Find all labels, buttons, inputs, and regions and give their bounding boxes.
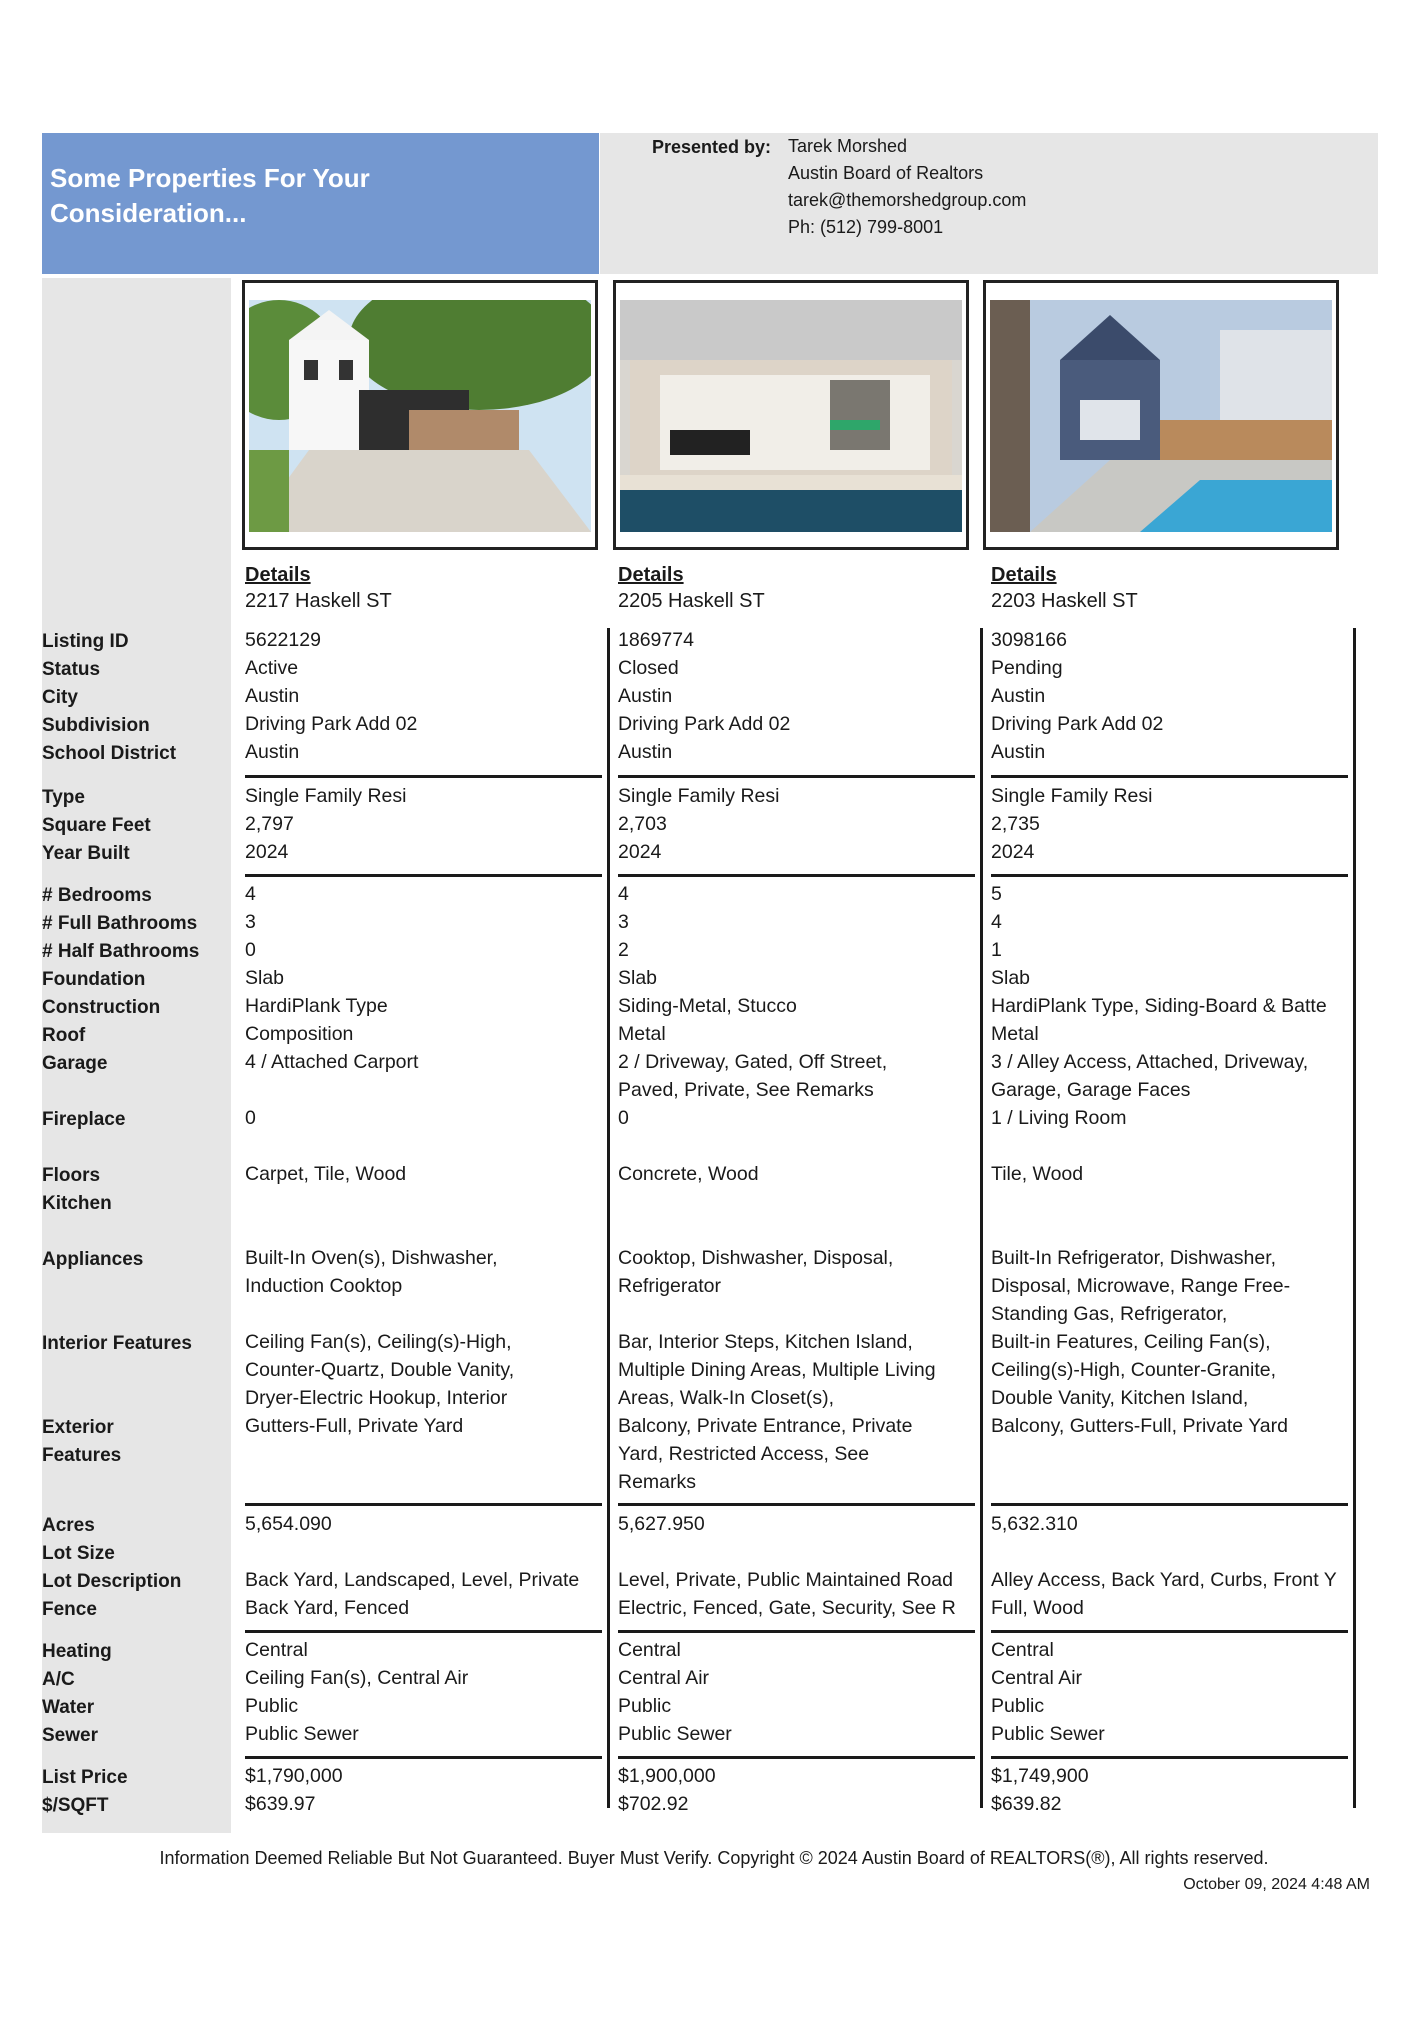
agent-phone: Ph: (512) 799-8001 bbox=[788, 217, 944, 237]
garage-value: 3 / Alley Access, Attached, Driveway, Garage, Garage Faces bbox=[991, 1051, 1309, 1101]
construction-value: HardiPlank Type bbox=[245, 995, 388, 1017]
fence-value: Electric, Fenced, Gate, Security, See R bbox=[618, 1597, 956, 1619]
label-exterior: Exterior bbox=[42, 1417, 114, 1438]
page-title: Some Properties For Your Consideration... bbox=[50, 163, 370, 228]
lot-description-value: Level, Private, Public Maintained Road bbox=[618, 1569, 953, 1591]
price-sqft-value: $639.82 bbox=[991, 1793, 1062, 1815]
presented-by-label: Presented by: bbox=[652, 137, 772, 157]
foundation-value: Slab bbox=[991, 967, 1031, 989]
heating-value: Central bbox=[618, 1639, 681, 1661]
property-photo-3 bbox=[983, 280, 1339, 550]
property-address: 2205 Haskell ST bbox=[618, 590, 765, 612]
half-baths-value: 1 bbox=[991, 939, 1002, 961]
subdivision-value: Driving Park Add 02 bbox=[991, 713, 1164, 735]
half-baths-value: 2 bbox=[618, 939, 629, 961]
heating-value: Central bbox=[991, 1639, 1054, 1661]
lot-description-value: Back Yard, Landscaped, Level, Private bbox=[245, 1569, 580, 1591]
acres-value: 5,632.310 bbox=[991, 1513, 1078, 1535]
label-fireplace: Fireplace bbox=[42, 1109, 126, 1130]
construction-value: Siding-Metal, Stucco bbox=[618, 995, 797, 1017]
column-divider bbox=[980, 628, 983, 1808]
exterior-features-value: Gutters-Full, Private Yard bbox=[245, 1415, 464, 1437]
label-foundation: Foundation bbox=[42, 969, 146, 990]
foundation-value: Slab bbox=[618, 967, 658, 989]
label-interior-features: Interior Features bbox=[42, 1333, 192, 1354]
label-acres: Acres bbox=[42, 1515, 95, 1536]
lot-description-value: Alley Access, Back Yard, Curbs, Front Y bbox=[991, 1569, 1337, 1591]
city-value: Austin bbox=[991, 685, 1046, 707]
ac-value: Ceiling Fan(s), Central Air bbox=[245, 1667, 469, 1689]
year-built-value: 2024 bbox=[991, 841, 1035, 863]
heating-value: Central bbox=[245, 1639, 308, 1661]
subdivision-value: Driving Park Add 02 bbox=[245, 713, 418, 735]
col-header-2 bbox=[618, 562, 765, 614]
property-address: 2217 Haskell ST bbox=[245, 590, 392, 612]
list-price-value: $1,790,000 bbox=[245, 1765, 343, 1787]
bedrooms-value: 5 bbox=[991, 883, 1002, 905]
full-baths-value: 3 bbox=[618, 911, 629, 933]
full-baths-value: 4 bbox=[991, 911, 1002, 933]
interior-features-value: Ceiling Fan(s), Ceiling(s)-High, Counter-Quartz, Double Vanity, Dryer-Electric Hookup, Interior bbox=[245, 1331, 515, 1409]
label-type: Type bbox=[42, 787, 85, 808]
label-kitchen: Kitchen bbox=[42, 1193, 112, 1214]
details-link[interactable]: Details bbox=[245, 564, 311, 586]
half-baths-value: 0 bbox=[245, 939, 256, 961]
label-subdivision: Subdivision bbox=[42, 715, 150, 736]
garage-value: 4 / Attached Carport bbox=[245, 1051, 419, 1073]
property-address: 2203 Haskell ST bbox=[991, 590, 1138, 612]
property-photo-2 bbox=[613, 280, 969, 550]
square-feet-value: 2,703 bbox=[618, 813, 667, 835]
column-divider bbox=[607, 628, 610, 1808]
label-half-baths: # Half Bathrooms bbox=[42, 941, 200, 962]
label-roof: Roof bbox=[42, 1025, 86, 1046]
sewer-value: Public Sewer bbox=[991, 1723, 1105, 1745]
garage-value: 2 / Driveway, Gated, Off Street, Paved, Private, See Remarks bbox=[618, 1051, 888, 1101]
roof-value: Metal bbox=[991, 1023, 1039, 1045]
column-divider bbox=[1353, 628, 1356, 1808]
square-feet-value: 2,797 bbox=[245, 813, 294, 835]
roof-value: Metal bbox=[618, 1023, 666, 1045]
label-ac: A/C bbox=[42, 1669, 75, 1690]
label-floors: Floors bbox=[42, 1165, 101, 1186]
price-sqft-value: $639.97 bbox=[245, 1793, 316, 1815]
listing-id-value: 1869774 bbox=[618, 629, 694, 651]
agent-info bbox=[788, 133, 1026, 241]
type-value: Single Family Resi bbox=[991, 785, 1153, 807]
label-bedrooms: # Bedrooms bbox=[42, 885, 152, 906]
agent-email: tarek@themorshedgroup.com bbox=[788, 190, 1027, 210]
agent-org: Austin Board of Realtors bbox=[788, 163, 984, 183]
exterior-features-value: Balcony, Private Entrance, Private Yard, Restricted Access, See Remarks bbox=[618, 1415, 913, 1493]
label-fence: Fence bbox=[42, 1599, 97, 1620]
fireplace-value: 0 bbox=[618, 1107, 629, 1129]
list-price-value: $1,749,900 bbox=[991, 1765, 1089, 1787]
full-baths-value: 3 bbox=[245, 911, 256, 933]
col-header-3 bbox=[991, 562, 1138, 614]
floors-value: Carpet, Tile, Wood bbox=[245, 1163, 407, 1185]
label-status: Status bbox=[42, 659, 101, 680]
bedrooms-value: 4 bbox=[245, 883, 256, 905]
label-year-built: Year Built bbox=[42, 843, 130, 864]
label-full-baths: # Full Bathrooms bbox=[42, 913, 198, 934]
interior-features-value: Bar, Interior Steps, Kitchen Island, Multiple Dining Areas, Multiple Living Areas, Walk-In Closet(s), bbox=[618, 1331, 936, 1409]
roof-value: Composition bbox=[245, 1023, 354, 1045]
label-school-district: School District bbox=[42, 743, 177, 764]
label-lot-size: Lot Size bbox=[42, 1543, 115, 1564]
square-feet-value: 2,735 bbox=[991, 813, 1040, 835]
label-lot-description: Lot Description bbox=[42, 1571, 182, 1592]
label-garage: Garage bbox=[42, 1053, 108, 1074]
school-district-value: Austin bbox=[991, 741, 1046, 763]
water-value: Public bbox=[991, 1695, 1045, 1717]
col-header-1 bbox=[245, 562, 392, 614]
school-district-value: Austin bbox=[245, 741, 300, 763]
details-link[interactable]: Details bbox=[618, 564, 684, 586]
acres-value: 5,654.090 bbox=[245, 1513, 332, 1535]
details-link[interactable]: Details bbox=[991, 564, 1057, 586]
foundation-value: Slab bbox=[245, 967, 285, 989]
timestamp: October 09, 2024 4:48 AM bbox=[1183, 1876, 1370, 1893]
ac-value: Central Air bbox=[618, 1667, 710, 1689]
subdivision-value: Driving Park Add 02 bbox=[618, 713, 791, 735]
status-value: Active bbox=[245, 657, 299, 679]
type-value: Single Family Resi bbox=[245, 785, 407, 807]
agent-name: Tarek Morshed bbox=[788, 136, 908, 156]
ac-value: Central Air bbox=[991, 1667, 1083, 1689]
label-appliances: Appliances bbox=[42, 1249, 144, 1270]
city-value: Austin bbox=[618, 685, 673, 707]
water-value: Public bbox=[245, 1695, 299, 1717]
water-value: Public bbox=[618, 1695, 672, 1717]
fence-value: Back Yard, Fenced bbox=[245, 1597, 410, 1619]
fireplace-value: 0 bbox=[245, 1107, 256, 1129]
floors-value: Concrete, Wood bbox=[618, 1163, 759, 1185]
fence-value: Full, Wood bbox=[991, 1597, 1084, 1619]
listing-id-value: 3098166 bbox=[991, 629, 1067, 651]
header-title-panel bbox=[42, 133, 599, 274]
appliances-value: Built-In Oven(s), Dishwasher, Induction Cooktop bbox=[245, 1247, 498, 1297]
year-built-value: 2024 bbox=[245, 841, 289, 863]
label-heating: Heating bbox=[42, 1641, 112, 1662]
price-sqft-value: $702.92 bbox=[618, 1793, 689, 1815]
exterior-features-value: Balcony, Gutters-Full, Private Yard bbox=[991, 1415, 1288, 1437]
listing-id-value: 5622129 bbox=[245, 629, 321, 651]
label-square-feet: Square Feet bbox=[42, 815, 151, 836]
list-price-value: $1,900,000 bbox=[618, 1765, 716, 1787]
appliances-value: Cooktop, Dishwasher, Disposal, Refrigerator bbox=[618, 1247, 894, 1297]
bedrooms-value: 4 bbox=[618, 883, 629, 905]
label-city: City bbox=[42, 687, 78, 708]
status-value: Closed bbox=[618, 657, 679, 679]
status-value: Pending bbox=[991, 657, 1063, 679]
label-sewer: Sewer bbox=[42, 1725, 98, 1746]
presenter-panel bbox=[600, 133, 1378, 274]
floors-value: Tile, Wood bbox=[991, 1163, 1084, 1185]
city-value: Austin bbox=[245, 685, 300, 707]
label-list-price: List Price bbox=[42, 1767, 128, 1788]
property-photo-1 bbox=[242, 280, 598, 550]
sewer-value: Public Sewer bbox=[245, 1723, 359, 1745]
type-value: Single Family Resi bbox=[618, 785, 780, 807]
disclaimer: Information Deemed Reliable But Not Guaranteed. Buyer Must Verify. Copyright © 2024 Austin Board of REALTORS(®), All rights reserved. bbox=[159, 1848, 1269, 1868]
label-features: Features bbox=[42, 1445, 122, 1466]
label-listing-id: Listing ID bbox=[42, 631, 129, 652]
interior-features-value: Built-in Features, Ceiling Fan(s), Ceiling(s)-High, Counter-Granite, Double Vanity, Kitchen Island, bbox=[991, 1331, 1277, 1409]
construction-value: HardiPlank Type, Siding-Board & Batte bbox=[991, 995, 1327, 1017]
label-water: Water bbox=[42, 1697, 95, 1718]
fireplace-value: 1 / Living Room bbox=[991, 1107, 1127, 1129]
appliances-value: Built-In Refrigerator, Dishwasher, Disposal, Microwave, Range Free-Standing Gas, Refrigerator, bbox=[991, 1247, 1291, 1325]
year-built-value: 2024 bbox=[618, 841, 662, 863]
sewer-value: Public Sewer bbox=[618, 1723, 732, 1745]
school-district-value: Austin bbox=[618, 741, 673, 763]
acres-value: 5,627.950 bbox=[618, 1513, 705, 1535]
label-construction: Construction bbox=[42, 997, 161, 1018]
label-price-sqft: $/SQFT bbox=[42, 1795, 109, 1816]
